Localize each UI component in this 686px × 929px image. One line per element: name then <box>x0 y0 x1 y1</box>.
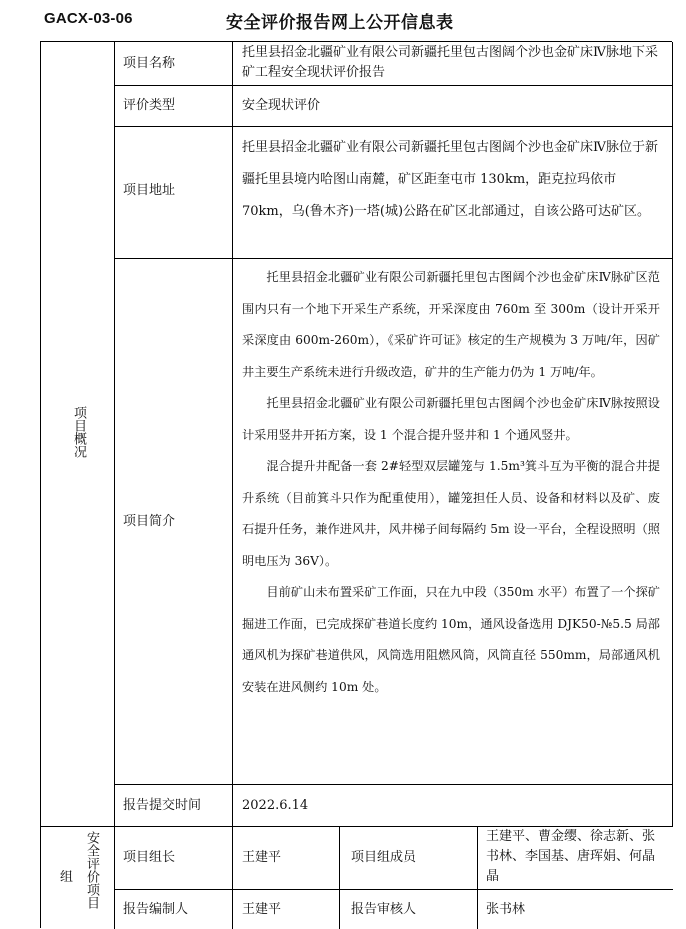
section-label-team-tail: 组 <box>60 870 74 885</box>
info-table <box>40 41 672 928</box>
eval-type-label: 评价类型 <box>123 98 176 113</box>
section-label-overview: 项目概况 <box>71 406 86 458</box>
row-divider <box>114 784 673 785</box>
col-divider <box>477 826 478 929</box>
right-border <box>672 42 673 826</box>
submit-time-value: 2022.6.14 <box>242 798 309 813</box>
report-reviewer-value: 张书林 <box>486 902 526 917</box>
document-code: GACX-03-06 <box>44 10 133 27</box>
col-divider <box>232 42 233 929</box>
address-label: 项目地址 <box>123 183 176 198</box>
report-author-label: 报告编制人 <box>123 902 189 917</box>
team-members-label: 项目组成员 <box>351 850 417 865</box>
report-reviewer-label: 报告审核人 <box>351 902 417 917</box>
intro-text <box>242 262 660 703</box>
document-title: 安全评价报告网上公开信息表 <box>226 13 454 33</box>
col-divider <box>114 42 115 929</box>
project-name-label: 项目名称 <box>123 56 176 71</box>
intro-paragraph: 目前矿山未布置采矿工作面，只在九中段（350m 水平）布置了一个探矿掘进工作面，已完成探矿巷道长度约 10m，通风设备选用 DJK50-№5.5 局部通风机为探矿巷道供风，风筒选用阻燃风筒，风筒直径 550mm，局部通风机安装在进风侧约 10m 处。 <box>242 585 660 694</box>
intro-paragraph: 托里县招金北疆矿业有限公司新疆托里包古图阔个沙也金矿床Ⅳ脉按照设计采用竖井开拓方案，设 1 个混合提升竖井和 1 个通风竖井。 <box>242 396 660 442</box>
eval-type-value: 安全现状评价 <box>242 98 321 113</box>
col-divider <box>339 826 340 929</box>
row-divider <box>114 258 673 259</box>
intro-paragraph: 混合提升井配备一套 2#轻型双层罐笼与 1.5m³箕斗互为平衡的混合井提升系统（目前箕斗只作为配重使用），罐笼担任人员、设备和材料以及矿、废石提升任务，兼作进风井，风井梯子间每隔约 5m 设一平台，全程设照明（照明电压为 36V）。 <box>242 459 660 568</box>
row-divider <box>114 889 673 890</box>
team-leader-value: 王建平 <box>242 850 282 865</box>
intro-paragraph: 托里县招金北疆矿业有限公司新疆托里包古图阔个沙也金矿床Ⅳ脉矿区范围内只有一个地下开采生产系统，开采深度由 760m 至 300m（设计开采开采深度由 600m-260m），《采矿许可证》核定的生产规模为 3 万吨/年，因矿井主要生产系统未进行升级改造，矿井的生产能力仍为 1 万吨/年。 <box>242 270 660 379</box>
section-label-team: 安全评价项目 <box>84 831 99 909</box>
row-divider <box>114 85 673 86</box>
address-value: 托里县招金北疆矿业有限公司新疆托里包古图阔个沙也金矿床Ⅳ脉位于新疆托里县境内哈图山南麓，矿区距奎屯市 130km，距克拉玛依市 70km，乌(鲁木齐)一塔(城)公路在矿区北部通过，自该公路可达矿区。 <box>242 140 658 219</box>
row-divider <box>114 126 673 127</box>
intro-label: 项目简介 <box>123 514 176 529</box>
project-name-value: 托里县招金北疆矿业有限公司新疆托里包古图阔个沙也金矿床Ⅳ脉地下采矿工程安全现状评价报告 <box>242 45 658 80</box>
team-members-value: 王建平、曹金缨、徐志新、张书林、李国基、唐珲娟、何晶晶 <box>486 829 656 884</box>
submit-time-label: 报告提交时间 <box>123 798 202 813</box>
report-author-value: 王建平 <box>242 902 282 917</box>
team-leader-label: 项目组长 <box>123 850 176 865</box>
